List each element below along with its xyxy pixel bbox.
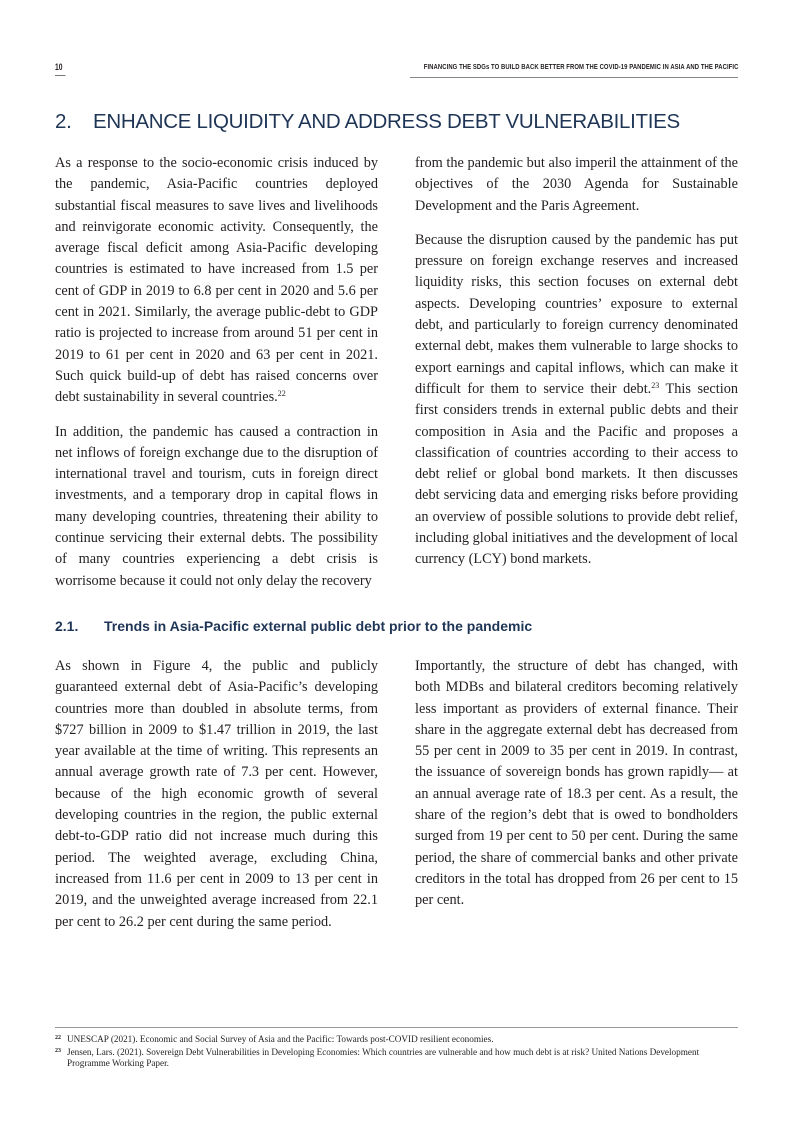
paragraph [55,153,378,409]
subsection-right-column [415,656,738,925]
paragraph: As shown in Figure 4, the public and publicly guaranteed external debt of Asia-Pacific’s developing countries more than doubled in absolute terms, from $727 billion in 2009 to $1.47 trillion in 2019, the last year available at the time of writing. This represents an annual average growth rate of 7.3 per cent. However, because of the high economic growth of several developing countries in the region, the public external debt-to-GDP ratio did not increase much during this period. The weighted average, excluding China, increased from 11.6 per cent in 2009 to 13 per cent in 2019, and the unweighted average increased from 22.1 per cent to 26.2 per cent during the same period. [55,658,378,930]
footnote-text: Jensen, Lars. (2021). Sovereign Debt Vulnerabilities in Developing Economies: Which countries are vulnerable and how much debt is at risk? United Nations Development Programme Working Paper. [67,1047,700,1068]
footnote-number: 23 [55,1048,61,1054]
section-number: 2. [55,110,72,133]
footnote-number: 22 [55,1035,61,1041]
footnote-text: UNESCAP (2021). Economic and Social Survey of Asia and the Pacific: Towards post-COVID resilient economies. [67,1034,494,1044]
subsection-heading [55,618,532,634]
footnote-ref[interactable]: 23 [651,380,660,390]
section-heading [55,110,680,134]
paragraph: from the pandemic but also imperil the attainment of the objectives of the 2030 Agenda for Sustainable Development and the Paris Agreement. [415,155,738,214]
paragraph-text: Because the disruption caused by the pandemic has put pressure on foreign exchange reserves and increased liquidity risks, this section focuses on external debt aspects. Developing countries’ exposure to external debt, and particularly to foreign currency denominated external debt, makes them vulnerable to large shocks to export earnings and capital inflows, which can make it difficult for them to service their debt. [415,231,738,397]
paragraph [415,230,738,571]
paragraph: In addition, the pandemic has caused a contraction in net inflows of foreign exchange due to the disruption of international travel and tourism, cuts in foreign direct investments, and a temporary drop in capital flows in many developing countries, threatening their ability to continue servicing their external debts. The possibility of many countries experiencing a debt crisis is worrisome because it could not only delay the recovery [55,423,378,589]
page-number: 10 [55,62,66,76]
footnote [55,1034,715,1045]
footnote-rule [55,1027,738,1028]
subsection-title: Trends in Asia-Pacific external public debt prior to the pandemic [104,618,533,634]
subsection-number: 2.1. [55,618,79,634]
running-title: FINANCING THE SDGs TO BUILD BACK BETTER FROM THE COVID-19 PANDEMIC IN ASIA AND THE PACIFIC [423,62,738,71]
intro-right-column [415,153,738,584]
subsection-left-column [55,656,378,946]
paragraph: Importantly, the structure of debt has changed, with both MDBs and bilateral creditors becoming relatively less important as providers of external finance. Their share in the aggregate external debt has decreased from 55 per cent in 2009 to 35 per cent in 2019. In contrast, the issuance of sovereign bonds has grown rapidly— at an annual average rate of 18.3 per cent. As a result, the share of the region’s debt that is owed to bondholders surged from 19 per cent to 50 per cent. During the same period, the share of commercial banks and other private creditors in the total has dropped from 26 per cent to 15 per cent. [415,658,738,909]
section-title: ENHANCE LIQUIDITY AND ADDRESS DEBT VULNERABILITIES [93,110,680,133]
intro-left-column [55,153,378,605]
footnote [55,1047,715,1068]
paragraph-text: As a response to the socio-economic crisis induced by the pandemic, Asia-Pacific countries deployed substantial fiscal measures to save lives and livelihoods and reinvigorate economic activity. Consequently, the average fiscal deficit among Asia-Pacific developing countries is estimated to have increased from 1.5 per cent of GDP in 2019 to 6.8 per cent in 2020 and 5.6 per cent in 2021. Similarly, the average public-debt to GDP ratio is projected to increase from around 51 per cent in 2019 to 61 per cent in 2020 and 63 per cent in 2021. Such quick build-up of debt has raised concerns over debt sustainability in several countries. [55,155,378,406]
paragraph-text: This section first considers trends in external public debts and their composition in Asia and the Pacific and proposes a classification of countries according to their access to debt relief or global bond markets. It then discusses debt servicing data and emerging risks before providing an overview of possible solutions to provide debt relief, including global initiatives and the development of local currency (LCY) bond markets. [415,380,738,568]
footnote-ref[interactable]: 22 [277,389,286,399]
header-rule [410,77,738,78]
